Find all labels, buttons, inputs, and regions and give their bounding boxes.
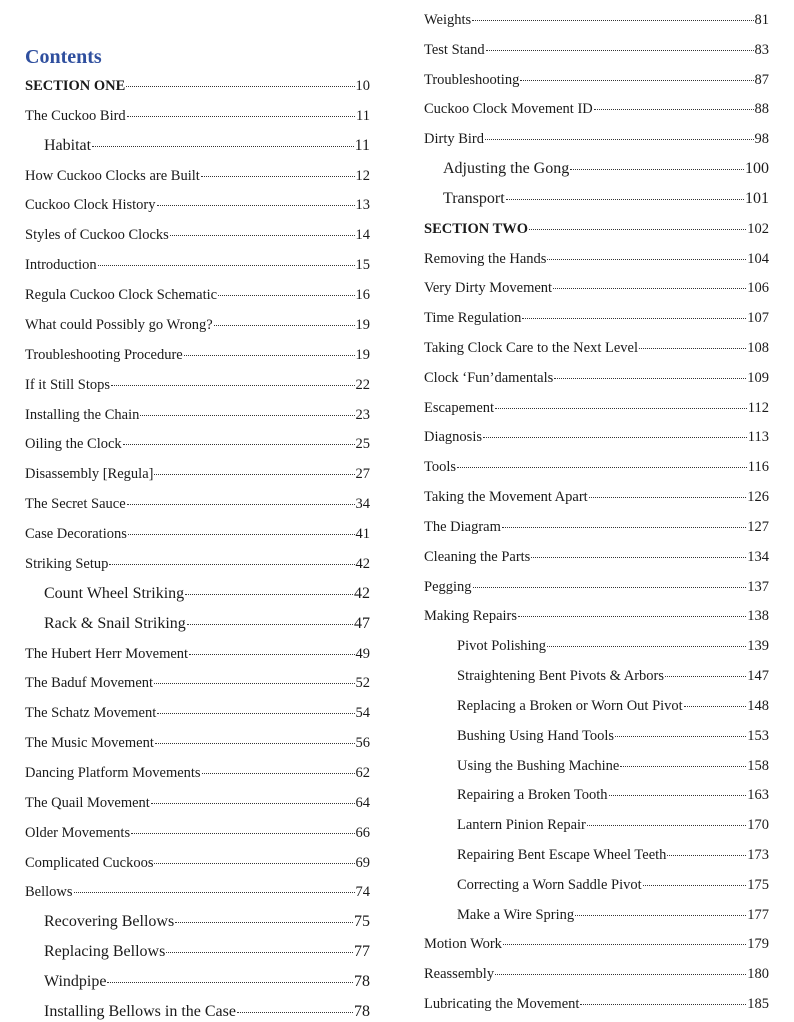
dot-leader xyxy=(155,743,355,744)
toc-entry xyxy=(424,547,769,567)
toc-entry-page: 138 xyxy=(747,608,769,625)
toc-entry-page: 148 xyxy=(747,697,769,714)
toc-entry-page: 179 xyxy=(747,936,769,953)
toc-entry-title: Striking Setup xyxy=(25,555,109,572)
dot-leader xyxy=(457,467,747,468)
dot-leader xyxy=(665,676,746,677)
toc-entry-title: SECTION TWO xyxy=(424,220,529,237)
dot-leader xyxy=(609,795,747,796)
toc-entry-title: Cuckoo Clock History xyxy=(25,197,156,214)
toc-entry-title: Removing the Hands xyxy=(424,250,547,267)
toc-entry xyxy=(25,464,370,484)
dot-leader xyxy=(123,444,355,445)
toc-entry-title: The Quail Movement xyxy=(25,794,150,811)
toc-entry-title: SECTION ONE xyxy=(25,78,126,94)
toc-entry-page: 87 xyxy=(754,71,769,88)
toc-entry-page: 173 xyxy=(747,846,769,863)
dot-leader xyxy=(472,20,753,21)
toc-entry-title: The Cuckoo Bird xyxy=(25,107,126,124)
toc-entry-page: 11 xyxy=(354,136,370,154)
toc-entry xyxy=(424,70,769,90)
dot-leader xyxy=(575,915,746,916)
toc-entry-title: Rack & Snail Striking xyxy=(44,614,186,632)
toc-entry xyxy=(25,673,370,693)
dot-leader xyxy=(201,176,355,177)
toc-entry-page: 75 xyxy=(354,913,370,931)
toc-entry-title: Oiling the Clock xyxy=(25,436,122,453)
toc-entry-title: Cleaning the Parts xyxy=(424,548,531,565)
toc-entry-page: 66 xyxy=(355,824,370,841)
toc-entry-page: 83 xyxy=(754,41,769,58)
toc-entry-title: Windpipe xyxy=(44,973,107,991)
toc-entry-page: 116 xyxy=(747,459,769,476)
toc-entry-title: Using the Bushing Machine xyxy=(457,757,620,774)
toc-entry-title: If it Still Stops xyxy=(25,376,111,393)
toc-entry xyxy=(424,845,769,865)
toc-entry xyxy=(424,219,769,239)
toc-entry-title: Reassembly xyxy=(424,966,495,983)
toc-entry-title: Introduction xyxy=(25,257,97,274)
toc-entry xyxy=(25,106,370,126)
toc-entry-title: The Music Movement xyxy=(25,735,154,752)
dot-leader xyxy=(503,944,746,945)
toc-entry xyxy=(424,159,769,179)
toc-entry-title: Making Repairs xyxy=(424,608,518,625)
dot-leader xyxy=(184,355,355,356)
toc-entry-page: 16 xyxy=(355,287,370,304)
toc-entry-page: 42 xyxy=(355,555,370,572)
toc-entry-title: The Hubert Herr Movement xyxy=(25,645,189,662)
toc-entry-page: 113 xyxy=(747,429,769,446)
toc-entry-title: Correcting a Worn Saddle Pivot xyxy=(457,876,642,893)
toc-entry xyxy=(25,285,370,305)
toc-entry-page: 64 xyxy=(355,794,370,811)
toc-entry-page: 19 xyxy=(355,316,370,333)
toc-entry-title: Dancing Platform Movements xyxy=(25,765,201,781)
dot-leader xyxy=(502,527,746,528)
dot-leader xyxy=(98,265,355,266)
toc-entry-title: Recovering Bellows xyxy=(44,913,175,931)
dot-leader xyxy=(214,325,355,326)
toc-entry-title: Repairing Bent Escape Wheel Teeth xyxy=(457,846,667,863)
toc-entry-title: What could Possibly go Wrong? xyxy=(25,316,213,333)
dot-leader xyxy=(109,564,354,565)
toc-entry xyxy=(25,882,370,902)
dot-leader xyxy=(554,378,746,379)
toc-entry-title: Pivot Polishing xyxy=(457,638,547,655)
dot-leader xyxy=(587,825,746,826)
toc-entry xyxy=(25,942,370,962)
toc-entry-title: Time Regulation xyxy=(424,310,522,327)
toc-entry-title: Disassembly [Regula] xyxy=(25,466,154,483)
toc-entry xyxy=(25,225,370,245)
dot-leader xyxy=(589,497,747,498)
toc-entry-page: 77 xyxy=(354,943,370,961)
toc-entry xyxy=(424,934,769,954)
toc-entry xyxy=(424,696,769,716)
toc-entry-page: 106 xyxy=(747,280,769,297)
toc-entry-title: Taking Clock Care to the Next Level xyxy=(424,340,639,357)
toc-entry-title: Repairing a Broken Tooth xyxy=(457,787,608,804)
toc-entry xyxy=(424,964,769,984)
toc-entry-page: 23 xyxy=(355,406,370,423)
toc-entry-page: 27 xyxy=(355,466,370,483)
toc-entry-title: Older Movements xyxy=(25,824,131,841)
toc-entry-title: Diagnosis xyxy=(424,429,482,446)
dot-leader xyxy=(154,863,354,864)
dot-leader xyxy=(154,474,354,475)
dot-leader xyxy=(187,624,353,625)
toc-entry xyxy=(424,994,769,1014)
toc-entry xyxy=(25,315,370,335)
toc-entry-title: Cuckoo Clock Movement ID xyxy=(424,101,593,118)
toc-entry-title: Transport xyxy=(443,189,505,207)
toc-entry xyxy=(424,517,769,537)
dot-leader xyxy=(506,199,744,200)
toc-entry xyxy=(25,405,370,425)
toc-entry-title: Complicated Cuckoos xyxy=(25,854,154,871)
dot-leader xyxy=(547,646,746,647)
toc-entry-page: 41 xyxy=(355,526,370,543)
toc-entry-title: Pegging xyxy=(424,578,472,595)
toc-entry-page: 163 xyxy=(747,787,769,804)
dot-leader xyxy=(473,587,747,588)
toc-entry xyxy=(25,763,370,783)
toc-entry xyxy=(424,726,769,746)
dot-leader xyxy=(74,892,355,893)
toc-entry-title: The Schatz Movement xyxy=(25,705,157,722)
toc-entry-title: Bushing Using Hand Tools xyxy=(457,727,615,744)
toc-entry-title: Habitat xyxy=(44,136,92,154)
toc-entry-page: 177 xyxy=(747,906,769,923)
dot-leader xyxy=(518,616,746,617)
toc-entry xyxy=(25,703,370,723)
toc-entry-title: Adjusting the Gong xyxy=(443,160,570,178)
toc-entry-page: 56 xyxy=(355,735,370,752)
toc-entry-page: 25 xyxy=(355,436,370,453)
toc-entry-page: 100 xyxy=(745,160,769,178)
toc-entry-title: Replacing a Broken or Worn Out Pivot xyxy=(457,697,683,714)
toc-entry xyxy=(424,278,769,298)
toc-entry xyxy=(25,375,370,395)
toc-entry xyxy=(424,99,769,119)
toc-entry-page: 108 xyxy=(747,340,769,357)
toc-entry-page: 153 xyxy=(747,727,769,744)
dot-leader xyxy=(140,415,354,416)
toc-entry xyxy=(25,853,370,873)
dot-leader xyxy=(157,205,355,206)
dot-leader xyxy=(202,773,355,774)
dot-leader xyxy=(485,139,753,140)
toc-entry xyxy=(25,554,370,574)
toc-entry-page: 147 xyxy=(747,668,769,685)
toc-entry-page: 22 xyxy=(355,376,370,393)
toc-entry-title: Regula Cuckoo Clock Schematic xyxy=(25,287,218,304)
toc-entry xyxy=(25,823,370,843)
toc-entry-page: 10 xyxy=(355,78,370,94)
toc-entry-page: 74 xyxy=(355,884,370,901)
toc-entry xyxy=(25,195,370,215)
toc-entry-title: Case Decorations xyxy=(25,526,127,543)
dot-leader xyxy=(127,504,355,505)
toc-entry xyxy=(25,345,370,365)
dot-leader xyxy=(620,766,746,767)
toc-entry-page: 88 xyxy=(754,101,769,118)
toc-entry xyxy=(25,733,370,753)
dot-leader xyxy=(92,146,354,147)
toc-entry xyxy=(424,129,769,149)
toc-entry-title: Straightening Bent Pivots & Arbors xyxy=(457,668,665,685)
toc-entry xyxy=(25,136,370,156)
toc-entry-page: 126 xyxy=(747,489,769,506)
toc-entry-title: The Secret Sauce xyxy=(25,496,126,513)
toc-entry-title: Troubleshooting xyxy=(424,71,520,88)
dot-leader xyxy=(615,736,746,737)
toc-entry-page: 78 xyxy=(354,1002,370,1020)
dot-leader xyxy=(128,534,355,535)
dot-leader xyxy=(154,683,354,684)
toc-entry xyxy=(424,636,769,656)
toc-entry-title: Tools xyxy=(424,459,457,476)
toc-entry-title: Escapement xyxy=(424,399,495,416)
toc-entry-page: 69 xyxy=(355,854,370,871)
toc-entry-title: Count Wheel Striking xyxy=(44,584,185,602)
toc-entry-title: The Baduf Movement xyxy=(25,675,154,692)
dot-leader xyxy=(237,1012,353,1013)
toc-entry-page: 137 xyxy=(747,578,769,595)
dot-leader xyxy=(126,86,354,87)
toc-entry-page: 52 xyxy=(355,675,370,692)
toc-entry-title: The Diagram xyxy=(424,518,501,535)
toc-entry-page: 78 xyxy=(354,973,370,991)
toc-entry xyxy=(25,76,370,96)
toc-entry-page: 134 xyxy=(747,548,769,565)
toc-entry xyxy=(25,644,370,664)
toc-entry-title: Troubleshooting Procedure xyxy=(25,346,183,363)
toc-entry xyxy=(424,756,769,776)
toc-entry-page: 42 xyxy=(354,584,370,602)
toc-entry-title: Installing Bellows in the Case xyxy=(44,1002,236,1020)
toc-entry xyxy=(25,166,370,186)
toc-entry-title: Dirty Bird xyxy=(424,131,485,148)
toc-entry-page: 139 xyxy=(747,638,769,655)
toc-entry xyxy=(424,577,769,597)
contents-heading: Contents xyxy=(25,46,102,68)
dot-leader xyxy=(166,952,353,953)
toc-entry xyxy=(424,249,769,269)
dot-leader xyxy=(170,235,355,236)
toc-entry xyxy=(424,368,769,388)
toc-entry xyxy=(424,10,769,30)
toc-entry xyxy=(25,524,370,544)
toc-entry xyxy=(424,487,769,507)
toc-entry-title: Installing the Chain xyxy=(25,406,140,423)
dot-leader xyxy=(529,229,746,230)
toc-entry-page: 12 xyxy=(355,167,370,184)
dot-leader xyxy=(667,855,746,856)
toc-entry-page: 101 xyxy=(745,189,769,207)
toc-entry xyxy=(25,584,370,604)
dot-leader xyxy=(594,109,754,110)
toc-entry-title: Taking the Movement Apart xyxy=(424,489,588,506)
toc-entry-page: 11 xyxy=(356,107,370,124)
toc-entry-title: Clock ‘Fun’damentals xyxy=(424,369,554,386)
toc-entry-title: How Cuckoo Clocks are Built xyxy=(25,167,200,184)
toc-entry-title: Styles of Cuckoo Clocks xyxy=(25,227,169,244)
toc-entry-title: Make a Wire Spring xyxy=(457,906,575,923)
toc-entry-page: 13 xyxy=(355,197,370,214)
toc-entry xyxy=(25,912,370,932)
toc-entry-title: Test Stand xyxy=(424,41,485,58)
dot-leader xyxy=(522,318,746,319)
dot-leader xyxy=(495,408,747,409)
toc-entry xyxy=(25,255,370,275)
toc-entry-page: 62 xyxy=(355,765,370,781)
toc-entry-page: 180 xyxy=(747,966,769,983)
toc-entry xyxy=(424,785,769,805)
dot-leader xyxy=(127,116,355,117)
toc-entry-page: 102 xyxy=(747,220,769,237)
toc-entry-page: 19 xyxy=(355,346,370,363)
dot-leader xyxy=(131,833,354,834)
dot-leader xyxy=(151,803,355,804)
toc-entry-page: 34 xyxy=(355,496,370,513)
toc-entry-page: 98 xyxy=(754,131,769,148)
toc-entry-page: 175 xyxy=(747,876,769,893)
toc-entry-page: 109 xyxy=(747,369,769,386)
dot-leader xyxy=(643,885,747,886)
toc-entry xyxy=(424,666,769,686)
toc-entry xyxy=(424,427,769,447)
toc-entry xyxy=(25,972,370,992)
toc-entry xyxy=(25,1002,370,1022)
toc-entry xyxy=(424,189,769,209)
toc-entry-title: Bellows xyxy=(25,884,73,901)
dot-leader xyxy=(570,169,744,170)
toc-entry-title: Lantern Pinion Repair xyxy=(457,817,586,834)
toc-entry xyxy=(424,40,769,60)
toc-entry-page: 127 xyxy=(747,518,769,535)
dot-leader xyxy=(553,288,746,289)
dot-leader xyxy=(520,80,753,81)
toc-entry xyxy=(424,606,769,626)
toc-entry-page: 47 xyxy=(354,614,370,632)
toc-entry xyxy=(25,434,370,454)
dot-leader xyxy=(189,654,354,655)
toc-entry-page: 49 xyxy=(355,645,370,662)
toc-entry-page: 15 xyxy=(355,257,370,274)
dot-leader xyxy=(531,557,746,558)
dot-leader xyxy=(218,295,354,296)
toc-entry-page: 112 xyxy=(747,399,769,416)
dot-leader xyxy=(483,437,747,438)
dot-leader xyxy=(639,348,746,349)
dot-leader xyxy=(547,259,746,260)
dot-leader xyxy=(175,922,353,923)
toc-entry-page: 185 xyxy=(747,996,769,1013)
toc-entry-page: 107 xyxy=(747,310,769,327)
toc-entry-title: Weights xyxy=(424,12,472,28)
dot-leader xyxy=(157,713,354,714)
toc-entry xyxy=(424,875,769,895)
toc-entry xyxy=(424,905,769,925)
toc-entry xyxy=(424,815,769,835)
toc-entry-title: Motion Work xyxy=(424,936,502,953)
toc-entry xyxy=(424,308,769,328)
toc-entry-page: 81 xyxy=(754,12,769,28)
toc-entry xyxy=(25,793,370,813)
toc-entry xyxy=(424,398,769,418)
dot-leader xyxy=(486,50,754,51)
dot-leader xyxy=(580,1004,746,1005)
toc-entry-title: Replacing Bellows xyxy=(44,943,166,961)
toc-entry-page: 158 xyxy=(747,757,769,774)
dot-leader xyxy=(107,982,353,983)
toc-entry xyxy=(424,457,769,477)
toc-entry-title: Lubricating the Movement xyxy=(424,996,580,1013)
toc-entry-page: 14 xyxy=(355,227,370,244)
dot-leader xyxy=(111,385,354,386)
toc-entry xyxy=(25,494,370,514)
toc-entry-page: 104 xyxy=(747,250,769,267)
toc-entry-page: 170 xyxy=(747,817,769,834)
dot-leader xyxy=(185,594,353,595)
dot-leader xyxy=(495,974,746,975)
toc-entry-page: 54 xyxy=(355,705,370,722)
toc-entry xyxy=(25,614,370,634)
dot-leader xyxy=(684,706,747,707)
toc-entry-title: Very Dirty Movement xyxy=(424,280,553,297)
toc-entry xyxy=(424,338,769,358)
